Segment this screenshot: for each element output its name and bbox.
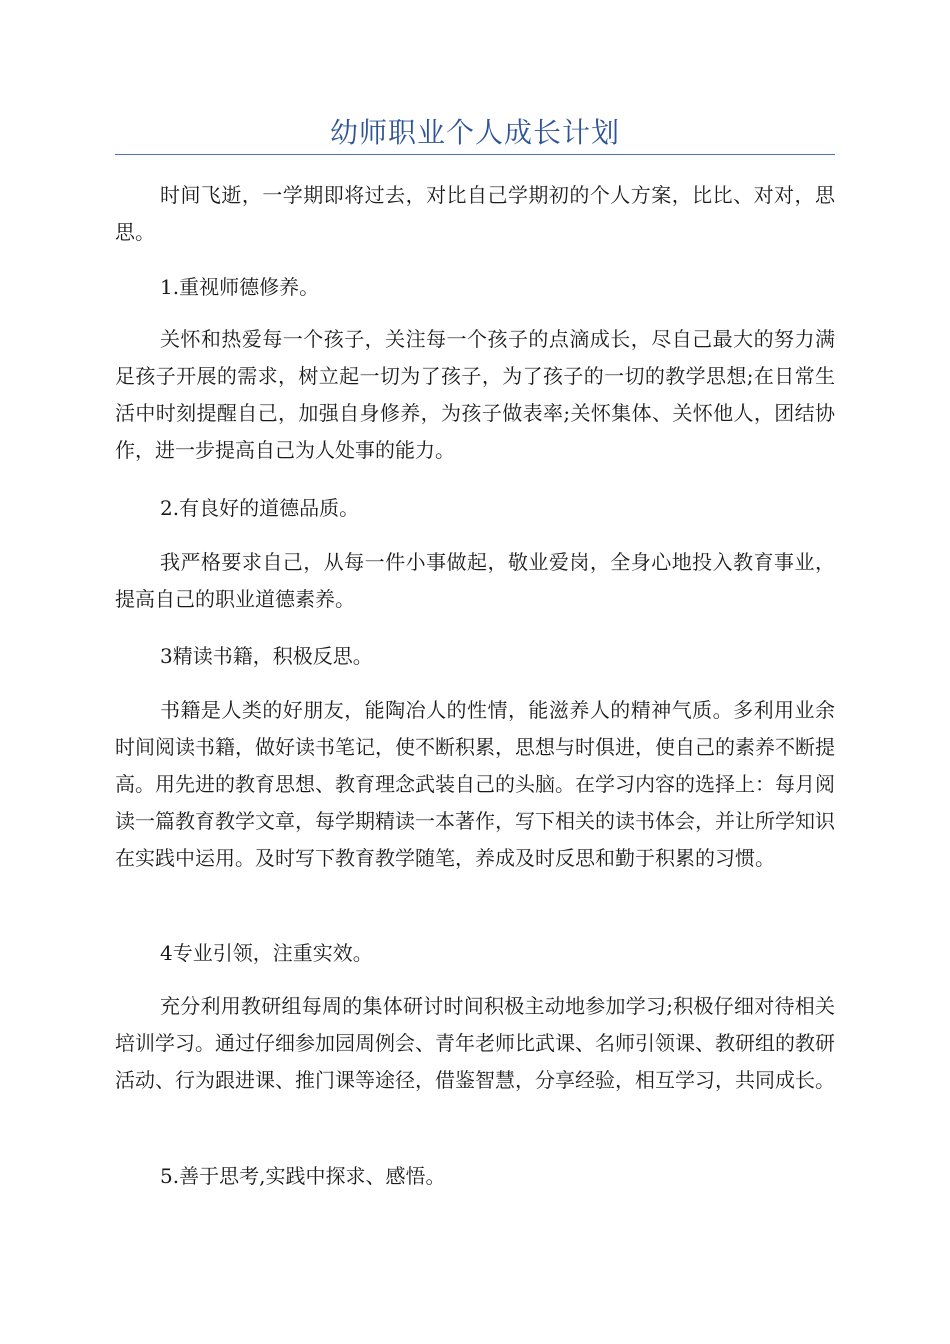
paragraph-3: 书籍是人类的好朋友，能陶冶人的性情，能滋养人的精神气质。多利用业余时间阅读书籍，做好读书笔记，使不断积累，思想与时俱进，使自己的素养不断提高。用先进的教育思想、教育理念武装自己的头脑。在学习内容的选择上：每月阅读一篇教育教学文章，每学期精读一本著作，写下相关的读书体会，并让所学知识在实践中运用。及时写下教育教学随笔，养成及时反思和勤于积累的习惯。 (115, 698, 835, 870)
heading-1: 1.重视师德修养。 (160, 275, 320, 299)
paragraph-4: 充分利用教研组每周的集体研讨时间积极主动地参加学习;积极仔细对待相关培训学习。通过仔细参加园周例会、青年老师比武课、名师引领课、教研组的教研活动、行为跟进课、推门课等途径，借鉴智慧，分享经验，相互学习，共同成长。 (115, 994, 835, 1092)
title-underline (115, 154, 835, 155)
paragraph-1: 关怀和热爱每一个孩子，关注每一个孩子的点滴成长，尽自己最大的努力满足孩子开展的需求，树立起一切为了孩子，为了孩子的一切的教学思想;在日常生活中时刻提醒自己，加强自身修养，为孩子做表率;关怀集体、关怀他人，团结协作，进一步提高自己为人处事的能力。 (115, 327, 835, 462)
heading-5: 5.善于思考,实践中探求、感悟。 (160, 1164, 446, 1188)
document-title: 幼师职业个人成长计划 (329, 116, 620, 149)
heading-2: 2.有良好的道德品质。 (160, 496, 360, 520)
heading-3: 3精读书籍，积极反思。 (160, 644, 373, 668)
paragraph-intro: 时间飞逝，一学期即将过去，对比自己学期初的个人方案，比比、对对，思思。 (115, 183, 835, 244)
heading-4: 4专业引领，注重实效。 (160, 941, 373, 965)
paragraph-2: 我严格要求自己，从每一件小事做起，敬业爱岗，全身心地投入教育事业，提高自己的职业道德素养。 (115, 550, 835, 611)
